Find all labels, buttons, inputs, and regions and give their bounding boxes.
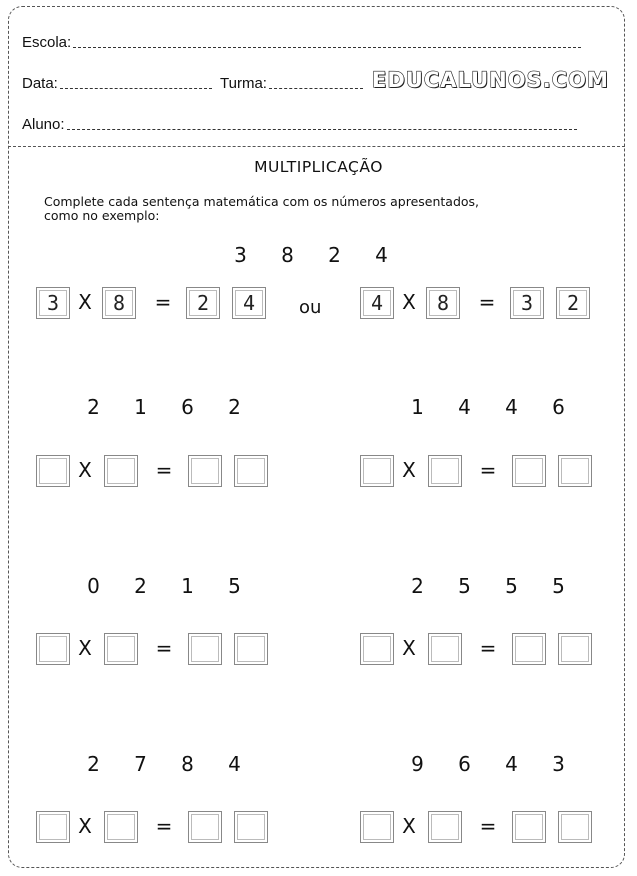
answer-box-factor-a[interactable] [360, 455, 394, 487]
example-number: 8 [281, 243, 294, 267]
exercise-number: 4 [505, 752, 518, 776]
example-box-factor-a: 4 [360, 287, 394, 319]
class-field [220, 75, 363, 92]
times-sign: X [402, 814, 416, 838]
example-box-factor-b: 8 [102, 287, 136, 319]
exercise-number: 9 [411, 752, 424, 776]
school-field [22, 34, 581, 51]
exercise-number: 6 [181, 395, 194, 419]
answer-box-result-tens[interactable] [188, 633, 222, 665]
answer-box-factor-a[interactable] [36, 455, 70, 487]
equals-sign: = [155, 814, 173, 838]
exercise-number: 2 [228, 395, 241, 419]
exercise-number: 0 [87, 574, 100, 598]
times-sign: X [402, 458, 416, 482]
example-numbers [217, 243, 405, 267]
answer-box-result-units[interactable] [558, 455, 592, 487]
equals-sign: = [155, 636, 173, 660]
page-title: MULTIPLICAÇÃO [254, 158, 383, 176]
exercise-equation [36, 455, 286, 489]
answer-box-result-tens[interactable] [512, 633, 546, 665]
exercise-equation [360, 633, 610, 667]
answer-box-factor-b[interactable] [104, 811, 138, 843]
example-box-factor-a: 3 [36, 287, 70, 319]
times-sign: X [78, 458, 92, 482]
exercise-numbers [394, 574, 582, 598]
exercise-number: 5 [228, 574, 241, 598]
example-box-result-units: 4 [232, 287, 266, 319]
answer-box-factor-a[interactable] [36, 811, 70, 843]
exercise-number: 5 [458, 574, 471, 598]
or-word: ou [299, 297, 322, 318]
exercise-equation [360, 811, 610, 845]
date-field [22, 75, 212, 92]
equals-sign: = [479, 814, 497, 838]
times-sign: X [78, 814, 92, 838]
equals-sign: = [154, 290, 172, 314]
exercise-number: 2 [134, 574, 147, 598]
answer-box-result-tens[interactable] [188, 455, 222, 487]
exercise-equation [360, 455, 610, 489]
equals-sign: = [479, 636, 497, 660]
answer-box-result-tens[interactable] [512, 811, 546, 843]
school-label: Escola: [22, 34, 72, 51]
answer-box-result-units[interactable] [234, 633, 268, 665]
example-number: 4 [375, 243, 388, 267]
answer-box-factor-b[interactable] [104, 455, 138, 487]
exercise-number: 6 [552, 395, 565, 419]
exercise-numbers [70, 395, 258, 419]
exercise-number: 4 [505, 395, 518, 419]
exercise-numbers [70, 574, 258, 598]
answer-box-factor-a[interactable] [36, 633, 70, 665]
exercise-number: 2 [87, 752, 100, 776]
example-number: 2 [328, 243, 341, 267]
times-sign: X [402, 636, 416, 660]
answer-box-factor-b[interactable] [428, 633, 462, 665]
exercise-numbers [70, 752, 258, 776]
example-equation-2 [360, 287, 610, 321]
example-box-result-units: 2 [556, 287, 590, 319]
date-label: Data: [22, 75, 58, 92]
exercise-number: 7 [134, 752, 147, 776]
exercise-number: 5 [552, 574, 565, 598]
school-blank-line[interactable] [73, 46, 581, 48]
student-field [22, 116, 577, 133]
answer-box-factor-a[interactable] [360, 811, 394, 843]
equals-sign: = [479, 458, 497, 482]
exercise-number: 1 [134, 395, 147, 419]
equals-sign: = [478, 290, 496, 314]
student-label: Aluno: [22, 116, 65, 133]
instructions-line-1: Complete cada sentença matemática com os números apresentados, [44, 194, 480, 209]
exercise-number: 4 [228, 752, 241, 776]
worksheet-border [8, 6, 625, 868]
exercise-number: 4 [458, 395, 471, 419]
instructions-line-2: como no exemplo: [44, 208, 160, 223]
answer-box-result-tens[interactable] [188, 811, 222, 843]
answer-box-result-units[interactable] [558, 811, 592, 843]
answer-box-factor-b[interactable] [428, 455, 462, 487]
answer-box-result-units[interactable] [558, 633, 592, 665]
answer-box-result-units[interactable] [234, 455, 268, 487]
answer-box-factor-a[interactable] [360, 633, 394, 665]
example-box-factor-b: 8 [426, 287, 460, 319]
example-equation-1 [36, 287, 286, 321]
answer-box-factor-b[interactable] [104, 633, 138, 665]
exercise-number: 2 [411, 574, 424, 598]
exercise-number: 5 [505, 574, 518, 598]
example-number: 3 [234, 243, 247, 267]
example-box-result-tens: 2 [186, 287, 220, 319]
answer-box-result-units[interactable] [234, 811, 268, 843]
times-sign: X [402, 290, 416, 314]
exercise-number: 3 [552, 752, 565, 776]
equals-sign: = [155, 458, 173, 482]
exercise-equation [36, 633, 286, 667]
class-label: Turma: [220, 75, 267, 92]
header-divider [8, 146, 625, 147]
answer-box-result-tens[interactable] [512, 455, 546, 487]
student-blank-line[interactable] [67, 128, 577, 130]
exercise-number: 1 [181, 574, 194, 598]
times-sign: X [78, 636, 92, 660]
exercise-equation [36, 811, 286, 845]
exercise-number: 1 [411, 395, 424, 419]
brand-logo: EDUCALUNOS.COM [372, 68, 609, 92]
exercise-numbers [394, 752, 582, 776]
exercise-number: 2 [87, 395, 100, 419]
date-blank-line[interactable] [60, 87, 212, 89]
instructions [44, 195, 604, 223]
answer-box-factor-b[interactable] [428, 811, 462, 843]
exercise-number: 6 [458, 752, 471, 776]
example-box-result-tens: 3 [510, 287, 544, 319]
class-blank-line[interactable] [269, 87, 363, 89]
exercise-number: 8 [181, 752, 194, 776]
exercise-numbers [394, 395, 582, 419]
times-sign: X [78, 290, 92, 314]
